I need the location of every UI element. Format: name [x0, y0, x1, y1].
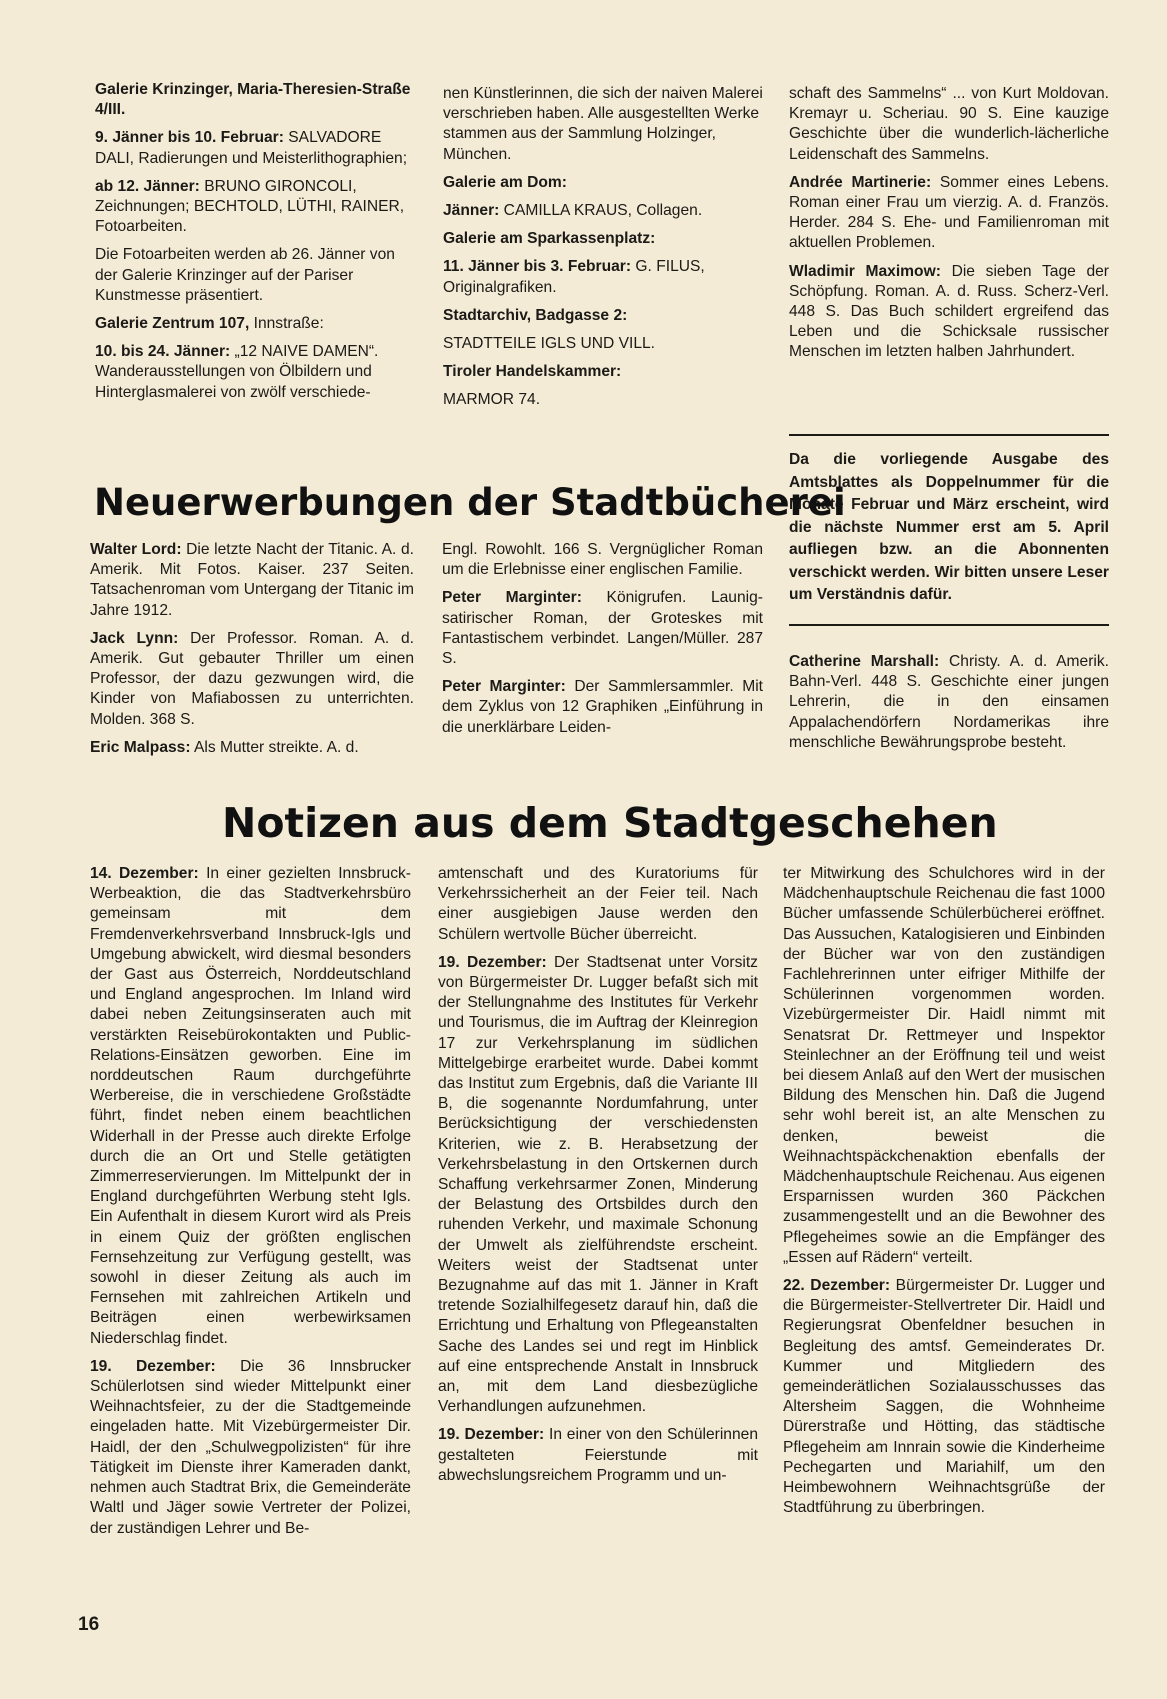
- paragraph: [90, 540, 414, 621]
- paragraph-lead: 9. Jänner bis 10. Februar:: [95, 129, 284, 147]
- paragraph: [90, 1357, 411, 1539]
- paragraph-lead: Galerie Zentrum 107,: [95, 315, 250, 333]
- paragraph-text: Als Mutter streikte. A. d.: [190, 738, 359, 756]
- paragraph-text: Die Fotoarbeiten werden ab 26. Jänner von der Galerie Krinzinger auf der Pariser Kunstmesse präsentiert.: [95, 246, 395, 304]
- paragraph-lead: 14. Dezember:: [90, 865, 199, 882]
- paragraph-lead: Andrée Martinerie:: [789, 173, 932, 191]
- paragraph-lead: ab 12. Jänner:: [95, 177, 200, 195]
- paragraph-lead: Walter Lord:: [90, 541, 182, 558]
- section2-column-2: [438, 864, 758, 1494]
- paragraph-lead: 10. bis 24. Jänner:: [95, 343, 231, 361]
- paragraph-text: CAMILLA KRAUS, Collagen.: [499, 202, 703, 220]
- paragraph-text: In einer gezielten Innsbruck-Werbeaktion, die das Stadtverkehrsbüro gemeinsam mit dem Fremdenverkehrsverband Innsbruck-Igls und Umgebung abwickelt, wird diesmal besonders der Gast aus Österreich, Norddeutschland und England angesprochen. Im Inland wird dabei neben Zeitungsinseraten auch mit verstärkten Reisebürokontakten und Public-Relations-Einsätzen geworben. Eine im norddeutschen Raum durchgeführte Werbereise, die in verschiedene Großstädte führt, findet neben einem beachtlichen Widerhall in der Presse auch direkte Erfolge durch die an Ort und Stelle getätigten Zimmerreservierungen. Im Mittelpunkt der in England durchgeführten Werbung steht Igls. Ein Aufenthalt in diesem Kurort wird als Preis in einem Quiz der größten englischen Fernsehzeitung zur Verfügung gestellt, was sowohl in dieser Zeitung als auch im Fernsehen mit zahlreichen Artikeln und Beiträgen einen werbewirksamen Niederschlag findet.: [90, 865, 411, 1347]
- paragraph-text: Die sieben Tage der Schöpfung. Roman. A. d. Russ. Scherz-Verl. 448 S. Das Buch schildert ergreifend das Leben und die Schicksale russischer Menschen im letzten halben Jahrhundert.: [789, 262, 1110, 361]
- paragraph-text: G. FILUS, Originalgrafiken.: [443, 258, 705, 296]
- paragraph-text: Der Stadtsenat unter Vorsitz von Bürgermeister Dr. Lugger befaßt sich mit der Stellungnahme des Institutes für Verkehr und Tourismus, die im Auftrag der Kleinregion 17 zur Verkehrsplanung im südlichen Mittelgebirge erarbeitet wurde. Dabei kommt das Institut zum Ergebnis, daß die Variante III B, die sogenannte Nordumfahrung, unter Berücksichtigung der verschiedensten Kriterien, wie z. B. Herabsetzung der Verkehrsbelastung in den Ortskernen durch Schaffung verkehrsarmer Zonen, Minderung der Belastung des Ortsbildes durch den ruhenden Verkehr, und maximale Schonung der Umwelt als zielführendste erscheint. Weiters weist der Stadtsenat unter Bezugnahme auf das mit 1. Jänner in Kraft tretende Sozialhilfegesetz darauf hin, daß die Errichtung und Erhaltung von Pflegeanstalten Sache des Landes sei und regt im Hinblick auf eine entsprechende Anstalt in Innsbruck an, mit dem Land diesbezügliche Verhandlungen aufzunehmen.: [438, 953, 758, 1416]
- top-column-3b: [789, 652, 1109, 761]
- paragraph-text: In einer von den Schülerinnen gestalteten Feierstunde mit abwechslungsreichem Programm und un-: [438, 1426, 758, 1484]
- paragraph-lead: Jänner:: [443, 202, 500, 220]
- paragraph-text: Der Professor. Roman. A. d. Amerik. Gut gebauter Thriller um einen Professor, der dazu gezwungen wird, die Kinder von Mafiabossen zu unterrichten. Molden. 368 S.: [90, 629, 414, 728]
- paragraph-text: Der Sammlersammler. Mit dem Zyklus von 12 Graphiken „Einführung in die unerklärbare Leiden-: [442, 678, 763, 736]
- paragraph: [95, 80, 419, 120]
- paragraph: [438, 1425, 758, 1486]
- paragraph: [90, 864, 411, 1349]
- section1-column-1: [90, 540, 414, 766]
- section-title-stadtgeschehen: Notizen aus dem Stadtgeschehen: [222, 799, 998, 847]
- paragraph: [438, 864, 758, 945]
- paragraph-text: Die letzte Nacht der Titanic. A. d. Amerik. Mit Fotos. Kaiser. 237 Seiten. Tatsachenroman vom Untergang der Titanic im Jahre 1912.: [90, 541, 414, 619]
- paragraph-lead: Peter Marginter:: [442, 589, 582, 607]
- section1-column-2: [442, 540, 763, 746]
- paragraph: [443, 362, 767, 382]
- paragraph-text: STADTTEILE IGLS UND VILL.: [443, 335, 656, 353]
- paragraph: [789, 173, 1109, 254]
- paragraph: [90, 629, 414, 730]
- paragraph-text: schaft des Sammelns“ ... von Kurt Moldovan. Kremayr u. Scheriau. 90 S. Eine kauzige Geschichte über die wunderlich-lächerliche Leidenschaft des Sammelns.: [789, 85, 1109, 163]
- paragraph-lead: Galerie am Sparkassenplatz:: [443, 230, 656, 248]
- paragraph-text: BRUNO GIRONCOLI, Zeichnungen; BECHTOLD, LÜTHI, RAINER, Fotoarbeiten.: [95, 177, 405, 236]
- page-number: 16: [78, 1614, 100, 1635]
- paragraph-text: SALVADORE DALI, Radierungen und Meisterlithographien;: [95, 129, 408, 167]
- paragraph: [789, 652, 1109, 753]
- paragraph: [443, 257, 767, 297]
- paragraph: [443, 84, 767, 165]
- paragraph: [95, 342, 419, 403]
- section-title-stadtbuecherei: Neuerwerbungen der Stadtbücherei: [94, 481, 846, 524]
- paragraph: [442, 588, 763, 669]
- notice-box: Da die vorliegende Ausgabe des Amtsblattes als Doppelnummer für die Monate Februar und März erscheint, wird die nächste Nummer erst am 5. April aufliegen bzw. an die Abonnenten verschickt werden. Wir bitten unsere Leser um Verständnis dafür.: [789, 451, 1109, 603]
- divider-line: [789, 624, 1109, 626]
- paragraph: [442, 540, 763, 580]
- paragraph: [442, 677, 763, 738]
- paragraph-lead: Galerie am Dom:: [443, 173, 567, 191]
- paragraph-lead: Catherine Marshall:: [789, 653, 940, 670]
- paragraph-text: Königrufen. Launig-satirischer Roman, der Groteskes mit Fantastischem verbindet. Langen/Müller. 287 S.: [442, 589, 763, 668]
- paragraph-lead: Galerie Krinzinger, Maria-Theresien-Straße 4/III.: [95, 81, 411, 119]
- paragraph-lead: 22. Dezember:: [783, 1277, 891, 1295]
- paragraph-lead: Wladimir Maximow:: [789, 262, 941, 280]
- paragraph: [95, 128, 419, 168]
- paragraph: [95, 314, 419, 334]
- paragraph: [783, 864, 1105, 1268]
- paragraph: [443, 306, 767, 326]
- paragraph: [95, 245, 419, 306]
- paragraph-text: „12 NAIVE DAMEN“. Wanderausstellungen von Ölbildern und Hinterglasmalerei von zwölf verschiede-: [95, 343, 379, 401]
- section2-column-1: [90, 864, 411, 1547]
- paragraph: [443, 201, 767, 221]
- paragraph-text: Engl. Rowohlt. 166 S. Vergnüglicher Roman um die Erlebnisse einer englischen Familie.: [442, 541, 763, 579]
- paragraph: [438, 953, 758, 1418]
- paragraph-text: Die 36 Innsbrucker Schülerlotsen sind wieder Mittelpunkt einer Weihnachtsfeier, zu der die Stadtgemeinde eingeladen hatte. Mit Vizebürgermeister Dir. Haidl, der den „Schulwegpolizisten“ für ihre Tätigkeit im Dienste ihrer Kameraden dankt, nehmen auch Stadtrat Brix, die Gemeinderäte Waltl und Jäger sowie Vertreter der Polizei, der zuständigen Lehrer und Be-: [90, 1357, 411, 1537]
- paragraph: [443, 390, 767, 410]
- paragraph-text: amtenschaft und des Kuratoriums für Verkehrssicherheit an der Feier teil. Nach einer ausgiebigen Jause werden den Schülern wertvolle Bücher überreicht.: [438, 865, 758, 943]
- paragraph-lead: Jack Lynn:: [90, 629, 179, 647]
- paragraph-lead: 19. Dezember:: [438, 953, 547, 971]
- paragraph-text: Bürgermeister Dr. Lugger und die Bürgermeister-Stellvertreter Dir. Haidl und Regierungsrat Obenfeldner besuchen in Begleitung des amtsf. Gemeinderates Dr. Kummer und Mitgliedern des gemeinderätlichen Sozialausschusses das Altersheim Saggen, die Wohnheime Dürerstraße und Hötting, das städtische Pflegeheim am Innrain sowie die Kinderheime Pechegarten und Mariahilf, um den Heimbewohnern Weihnachtsgrüße der Stadtführung zu überbringen.: [783, 1277, 1105, 1517]
- paragraph: [443, 173, 767, 193]
- paragraph: [443, 334, 767, 354]
- top-column-2: [443, 84, 767, 419]
- paragraph: [789, 84, 1109, 165]
- paragraph-text: nen Künstlerinnen, die sich der naiven Malerei verschrieben haben. Alle ausgestellten Werke stammen aus der Sammlung Holzinger, München.: [443, 85, 763, 163]
- paragraph: [783, 1276, 1105, 1518]
- paragraph-lead: Eric Malpass:: [90, 738, 191, 756]
- paragraph-lead: 19. Dezember:: [90, 1357, 216, 1375]
- paragraph-lead: Tiroler Handelskammer:: [443, 363, 622, 381]
- paragraph-text: Sommer eines Lebens. Roman einer Frau um vierzig. A. d. Französ. Herder. 284 S. Ehe- und Familienroman mit aktuellen Problemen.: [789, 173, 1110, 252]
- paragraph: [789, 262, 1109, 363]
- paragraph-lead: Peter Marginter:: [442, 678, 566, 696]
- paragraph-text: MARMOR 74.: [443, 391, 541, 409]
- divider-line: [789, 434, 1109, 436]
- section2-column-3: [783, 864, 1105, 1527]
- paragraph-lead: 11. Jänner bis 3. Februar:: [443, 258, 632, 276]
- paragraph-text: ter Mitwirkung des Schulchores wird in der Mädchenhauptschule Reichenau die fast 1000 Bücher umfassende Schülerbücherei eröffnet. Das Aussuchen, Katalogisieren und Einbinden der Bücher war von den zuständigen Fachlehrerinnen unter eifriger Mithilfe der Schülerinnen vorgenommen worden. Vizebürgermeister Dir. Haidl nimmt mit Senatsrat Dr. Rettmeyer und Inspektor Steinlechner an der Eröffnung teil und weist bei diesem Anlaß auf den Wert der musischen Bildung des Menschen hin. Daß die Jugend sehr wohl bereit ist, an alte Menschen zu denken, beweist die Weihnachtspäckchenaktion ebenfalls der Mädchenhauptschule Reichenau. Aus eigenen Ersparnissen wurden 360 Päckchen zusammengestellt und an die Bewohner des Pflegeheimes sowie an die Empfänger des „Essen auf Rädern“ verteilt.: [783, 865, 1105, 1266]
- top-column-3: [789, 84, 1109, 371]
- paragraph: [95, 177, 419, 238]
- paragraph-text: Innstraße:: [249, 315, 324, 333]
- paragraph-lead: Stadtarchiv, Badgasse 2:: [443, 306, 628, 324]
- paragraph-lead: 19. Dezember:: [438, 1426, 545, 1444]
- paragraph: [90, 738, 414, 758]
- paragraph: [443, 229, 767, 249]
- paragraph-text: Christy. A. d. Amerik. Bahn-Verl. 448 S. Geschichte einer jungen Lehrerin, die in den einsamen Appalachendörfern Nordamerikas ihre menschliche Bewährungsprobe besteht.: [789, 653, 1110, 751]
- top-column-1: [95, 80, 419, 411]
